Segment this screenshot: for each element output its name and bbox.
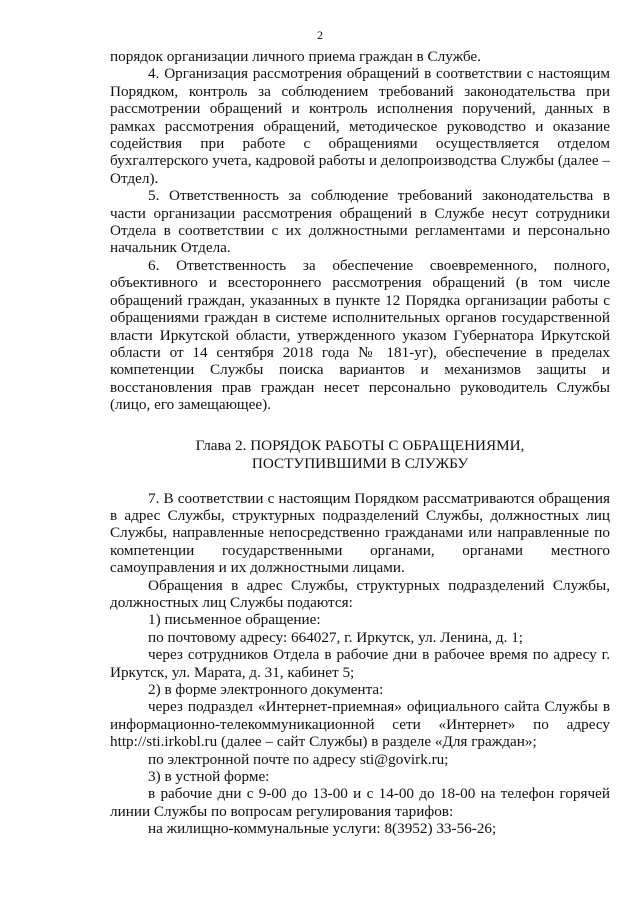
paragraph-continuation: порядок организации личного приема граждан в Службе. bbox=[110, 48, 481, 65]
list-item-office-address: через сотрудников Отдела в рабочие дни в рабочее время по адресу г. Иркутск, ул. Марата, д. 31, кабинет 5; bbox=[110, 646, 610, 681]
page-number: 2 bbox=[317, 28, 323, 42]
paragraph-item-4: 4. Организация рассмотрения обращений в соответствии с настоящим Порядком, контроль за соблюдением требований законодательства при рассмотрении обращений и контроль исполнения поручений, данных в рамках рассмотрения обращений, методическое руководство и оказание содействия при работе с обращениями осуществляется отделом бухгалтерского учета, кадровой работы и делопроизводства Службы (далее – Отдел). bbox=[110, 65, 610, 187]
paragraph-submission-intro: Обращения в адрес Службы, структурных подразделений Службы, должностных лиц Службы подаются: bbox=[110, 576, 610, 611]
list-item-internet-reception: через подраздел «Интернет-приемная» официального сайта Службы в информационно-телекоммуникационной сети «Интернет» по адресу http://sti.irkobl.ru (далее – сайт Службы) в разделе «Для граждан»; bbox=[110, 698, 610, 751]
paragraph-item-7: 7. В соответствии с настоящим Порядком рассматриваются обращения в адрес Службы, структурных подразделений Службы, должностных лиц Службы, направленные непосредственно гражданами или направленные по компетенции государственными органами, органами местного самоуправления и их должностными лицами. bbox=[110, 489, 610, 577]
list-item-oral: 3) в устной форме: bbox=[148, 768, 270, 786]
paragraph-item-6: 6. Ответственность за обеспечение своевременного, полного, объективного и всестороннего рассмотрения обращений (в том числе обращений граждан, указанных в пункте 12 Порядка организации работы с обращениями граждан в системе исполнительных органов государственной власти Иркутской области, утвержденного указом Губернатора Иркутской области от 14 сентября 2018 года № 181-уг), обеспечение в пределах компетенции Службы поиска вариантов и механизмов защиты и восстановления прав граждан несет персонально руководитель Службы (лицо, его замещающее). bbox=[110, 256, 610, 414]
list-item-housing-phone: на жилищно-коммунальные услуги: 8(3952) 33-56-26; bbox=[148, 820, 497, 838]
chapter-heading bbox=[110, 437, 610, 473]
list-item-email: по электронной почте по адресу sti@govirk.ru; bbox=[148, 750, 449, 768]
list-item-postal-address: по почтовому адресу: 664027, г. Иркутск, ул. Ленина, д. 1; bbox=[148, 628, 524, 646]
list-item-electronic: 2) в форме электронного документа: bbox=[148, 681, 384, 698]
chapter-heading-line-1: Глава 2. ПОРЯДОК РАБОТЫ С ОБРАЩЕНИЯМИ, bbox=[195, 436, 525, 454]
list-item-hotline-hours: в рабочие дни с 9-00 до 13-00 и с 14-00 до 18-00 на телефон горячей линии Службы по вопросам регулирования тарифов: bbox=[110, 785, 610, 820]
list-item-written: 1) письменное обращение: bbox=[148, 611, 321, 629]
paragraph-item-5: 5. Ответственность за соблюдение требований законодательства в части организации рассмотрения обращений в Службе несут сотрудники Отдела в соответствии с их должностными регламентами и персонально начальник Отдела. bbox=[110, 187, 610, 257]
document-body bbox=[110, 48, 610, 838]
chapter-heading-line-2: ПОСТУПИВШИМИ В СЛУЖБУ bbox=[251, 454, 469, 472]
